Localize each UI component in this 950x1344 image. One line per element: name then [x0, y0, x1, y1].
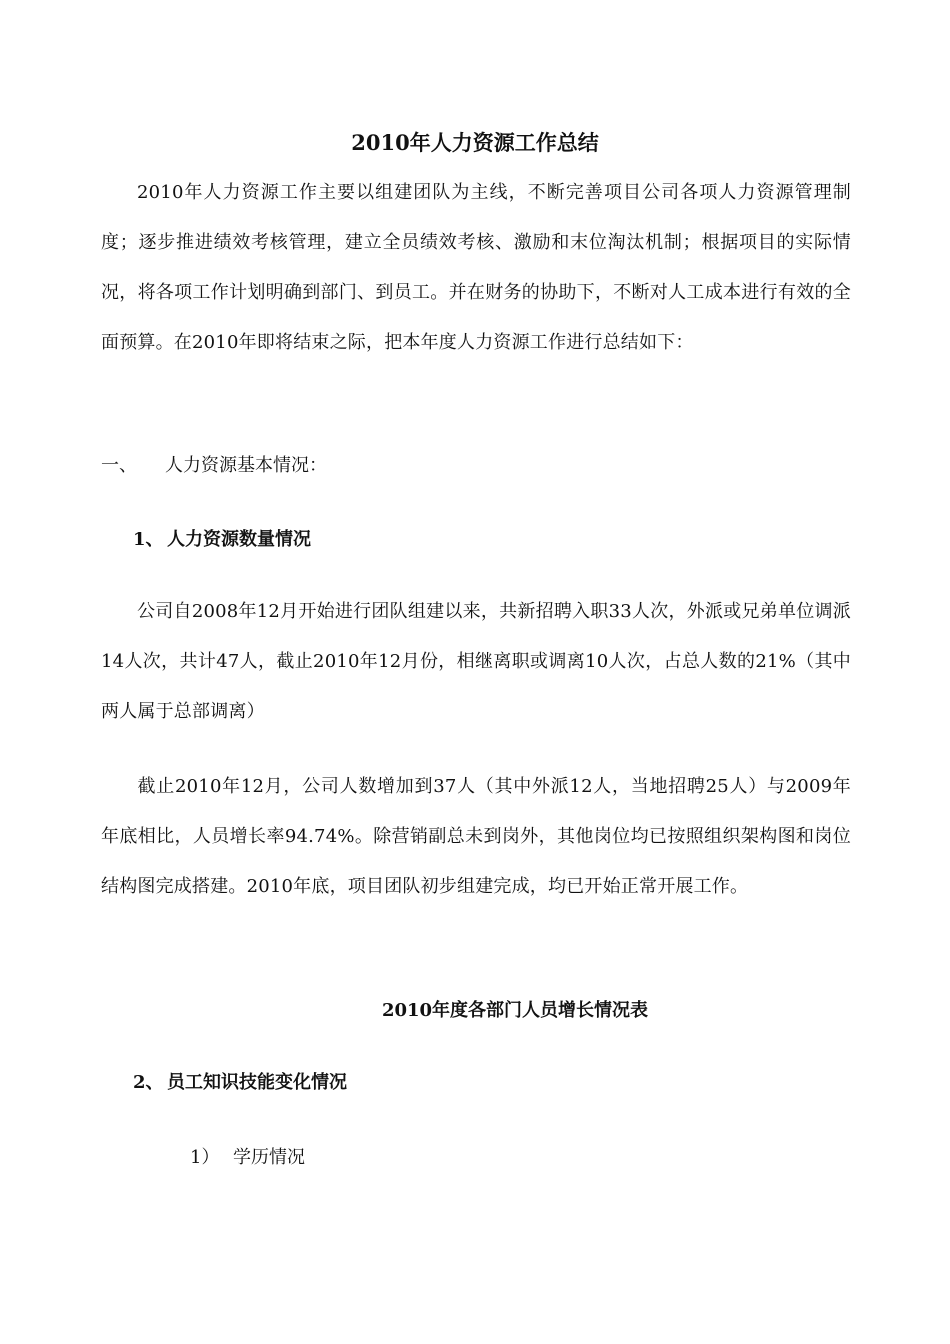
sub-heading-number: 1、 [133, 529, 164, 550]
list-item-number: 1） [190, 1147, 220, 1168]
sub-heading-label: 人力资源数量情况 [167, 529, 311, 550]
section-heading-basic-info [101, 451, 327, 481]
sub-heading-number: 2、 [133, 1072, 164, 1093]
document-title: 2010年人力资源工作总结 [351, 130, 599, 155]
table-caption: 2010年度各部门人员增长情况表 [381, 1000, 649, 1021]
growth-paragraph [101, 762, 851, 912]
section-label: 人力资源基本情况： [165, 455, 327, 476]
section-number: 一、 [101, 455, 137, 476]
sub-heading-skills [133, 1068, 347, 1098]
headcount-paragraph [101, 587, 851, 737]
sub-heading-label: 员工知识技能变化情况 [167, 1072, 347, 1093]
intro-text: 2010年人力资源工作主要以组建团队为主线，不断完善项目公司各项人力资源管理制度；逐步推进绩效考核管理，建立全员绩效考核、激励和末位淘汰机制；根据项目的实际情况，将各项工作计划明确到部门、到员工。并在财务的协助下，不断对人工成本进行有效的全面预算。在2010年即将结束之际，把本年度人力资源工作进行总结如下： [101, 182, 851, 353]
headcount-text: 公司自2008年12月开始进行团队组建以来，共新招聘入职33人次，外派或兄弟单位调派14人次，共计47人，截止2010年12月份，相继离职或调离10人次，占总人数的21%（其中两人属于总部调离） [101, 601, 851, 722]
list-item-label: 学历情况 [233, 1147, 305, 1168]
sub-heading-headcount [133, 525, 311, 555]
intro-paragraph [101, 168, 851, 368]
growth-text: 截止2010年12月，公司人数增加到37人（其中外派12人，当地招聘25人）与2009年年底相比，人员增长率94.74%。除营销副总未到岗外，其他岗位均已按照组织架构图和岗位结构图完成搭建。2010年底，项目团队初步组建完成，均已开始正常开展工作。 [101, 776, 851, 897]
list-item-education [190, 1143, 305, 1173]
